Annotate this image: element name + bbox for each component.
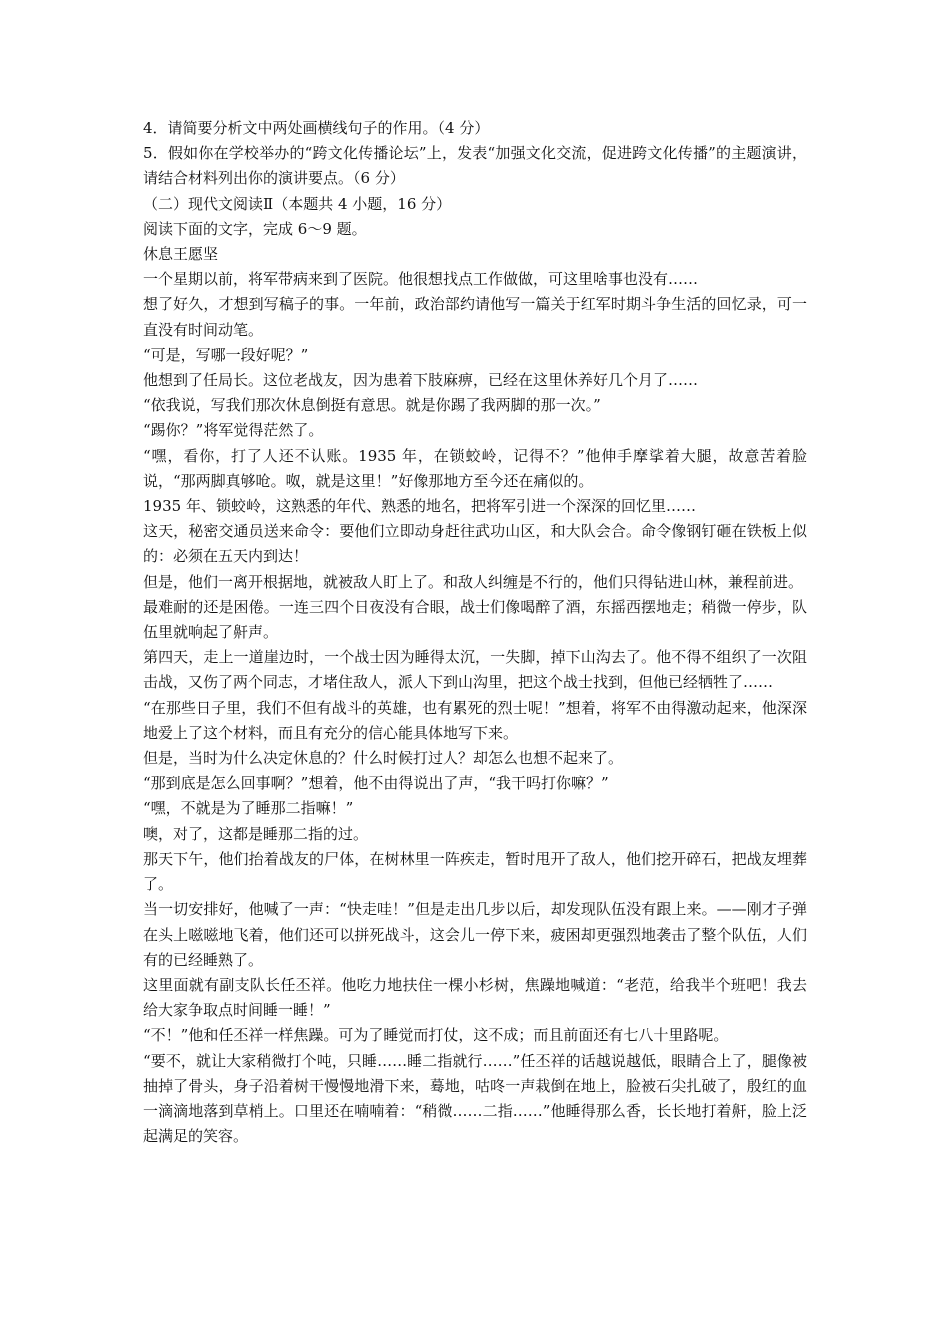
story-paragraph: “要不，就让大家稍微打个吨，只睡……睡二指就行……”任丕祥的话越说越低，眼睛合上了，腿像被抽掉了骨头，身子沿着树干慢慢地滑下来，蓦地，咕咚一声栽倒在地上，脸被石尖扎破了，殷红的血一滴滴地落到草梢上。口里还在喃喃着：“稍微……二指……”他睡得那么香，长长地打着鼾，脸上泛起满足的笑容。 (143, 1051, 807, 1146)
story-paragraph: 当一切安排好，他喊了一声：“快走哇！”但是走出几步以后，却发现队伍没有跟上来。——刚才子弹在头上嗞嗞地飞着，他们还可以拼死战斗，这会儿一停下来，疲困却更强烈地袭击了整个队伍，人们有的已经睡熟了。 (143, 900, 807, 969)
story-paragraph: 第四天，走上一道崖边时，一个战士因为睡得太沉，一失脚，掉下山沟去了。他不得不组织了一次阻击战，又伤了两个同志，才堵住敌人，派人下到山沟里，把这个战士找到，但他已经牺牲了…… (143, 648, 807, 692)
story-paragraph: 噢，对了，这都是睡那二指的过。 (143, 824, 369, 843)
story-paragraph: 他想到了任局长。这位老战友，因为患着下肢麻痹，已经在这里休养好几个月了…… (143, 371, 699, 390)
story-paragraph: 那天下午，他们抬着战友的尸体，在树林里一阵疾走，暂时甩开了敌人，他们挖开碎石，把战友埋葬了。 (143, 849, 807, 894)
reading-instruction: 阅读下面的文字，完成 6～9 题。 (143, 219, 367, 238)
story-paragraph: 这里面就有副支队长任丕祥。他吃力地扶住一棵小杉树，焦躁地喊道：“老范，给我半个班吧！我去给大家争取点时间睡一睡！” (143, 975, 807, 1020)
story-paragraph: 想了好久，才想到写稿子的事。一年前，政治部约请他写一篇关于红军时期斗争生活的回忆录，可一直没有时间动笔。 (143, 295, 807, 339)
story-paragraph: 最难耐的还是困倦。一连三四个日夜没有合眼，战士们像喝醉了酒，东摇西摆地走；稍微一停步，队伍里就响起了鼾声。 (143, 597, 807, 642)
story-paragraph: “在那些日子里，我们不但有战斗的英雄，也有累死的烈士呢！”想着，将军不由得激动起来，他深深地爱上了这个材料，而且有充分的信心能具体地写下来。 (143, 698, 807, 742)
story-paragraph: 这天，秘密交通员送来命令：要他们立即动身赶往武功山区，和大队会合。命令像钢钉砸在铁板上似的：必须在五天内到达！ (143, 522, 807, 566)
question-5: 5．假如你在学校举办的“跨文化传播论坛”上，发表“加强文化交流，促进跨文化传播”的主题演讲，请结合材料列出你的演讲要点。（6 分） (143, 144, 807, 188)
story-paragraph: “那到底是怎么回事啊？”想着，他不由得说出了声，“我干吗打你嘛？” (143, 774, 609, 793)
document-page (143, 116, 807, 1149)
story-paragraph: “踢你？”将军觉得茫然了。 (143, 421, 324, 440)
story-paragraph: 但是，他们一离开根据地，就被敌人盯上了。和敌人纠缠是不行的，他们只得钻进山林，兼程前进。 (143, 572, 804, 591)
question-4: 4．请简要分析文中两处画横线句子的作用。（4 分） (143, 119, 490, 137)
story-paragraph: “嘿，看你，打了人还不认账。1935 年，在锁蛟岭，记得不？”他伸手摩挲着大腿，故意苦着脸说，“那两脚真够呛。呶，就是这里！”好像那地方至今还在痛似的。 (143, 446, 807, 490)
story-paragraph: “不！”他和任丕祥一样焦躁。可为了睡觉而打仗，这不成；而且前面还有七八十里路呢。 (143, 1026, 729, 1045)
story-paragraph: 1935 年、锁蛟岭，这熟悉的年代、熟悉的地名，把将军引进一个深深的回忆里…… (143, 497, 696, 516)
story-title: 休息王愿坚 (143, 245, 219, 264)
story-paragraph: 但是，当时为什么决定休息的？什么时候打过人？却怎么也想不起来了。 (143, 749, 624, 768)
story-paragraph: “可是，写哪一段好呢？” (143, 345, 309, 364)
story-paragraph: 一个星期以前，将军带病来到了医院。他很想找点工作做做，可这里啥事也没有…… (143, 270, 699, 289)
story-paragraph: “嘿，不就是为了睡那二指嘛！” (143, 799, 354, 818)
story-paragraph: “依我说，写我们那次休息倒挺有意思。就是你踢了我两脚的那一次。” (143, 396, 601, 415)
section-heading: （二）现代文阅读Ⅱ（本题共 4 小题，16 分） (143, 194, 452, 213)
